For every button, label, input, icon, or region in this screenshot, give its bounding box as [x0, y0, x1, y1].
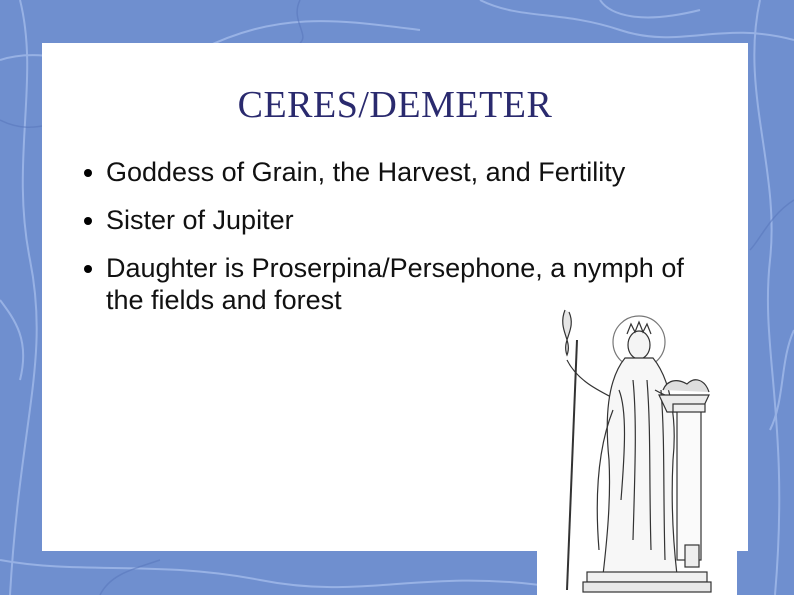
bullet-item	[84, 204, 704, 236]
image-credit	[714, 490, 734, 590]
bullet-dot-icon	[84, 217, 92, 225]
bullet-dot-icon	[84, 265, 92, 273]
bullet-dot-icon	[84, 169, 92, 177]
bullet-item	[84, 156, 704, 188]
bullet-text: Goddess of Grain, the Harvest, and Fertility	[106, 157, 626, 187]
bullet-text: Daughter is Proserpina/Persephone, a nymph of the fields and forest	[106, 253, 684, 315]
slide-title: CERES/DEMETER	[237, 84, 553, 126]
bullet-text: Sister of Jupiter	[106, 205, 294, 235]
ceres-statue-icon	[537, 300, 737, 595]
